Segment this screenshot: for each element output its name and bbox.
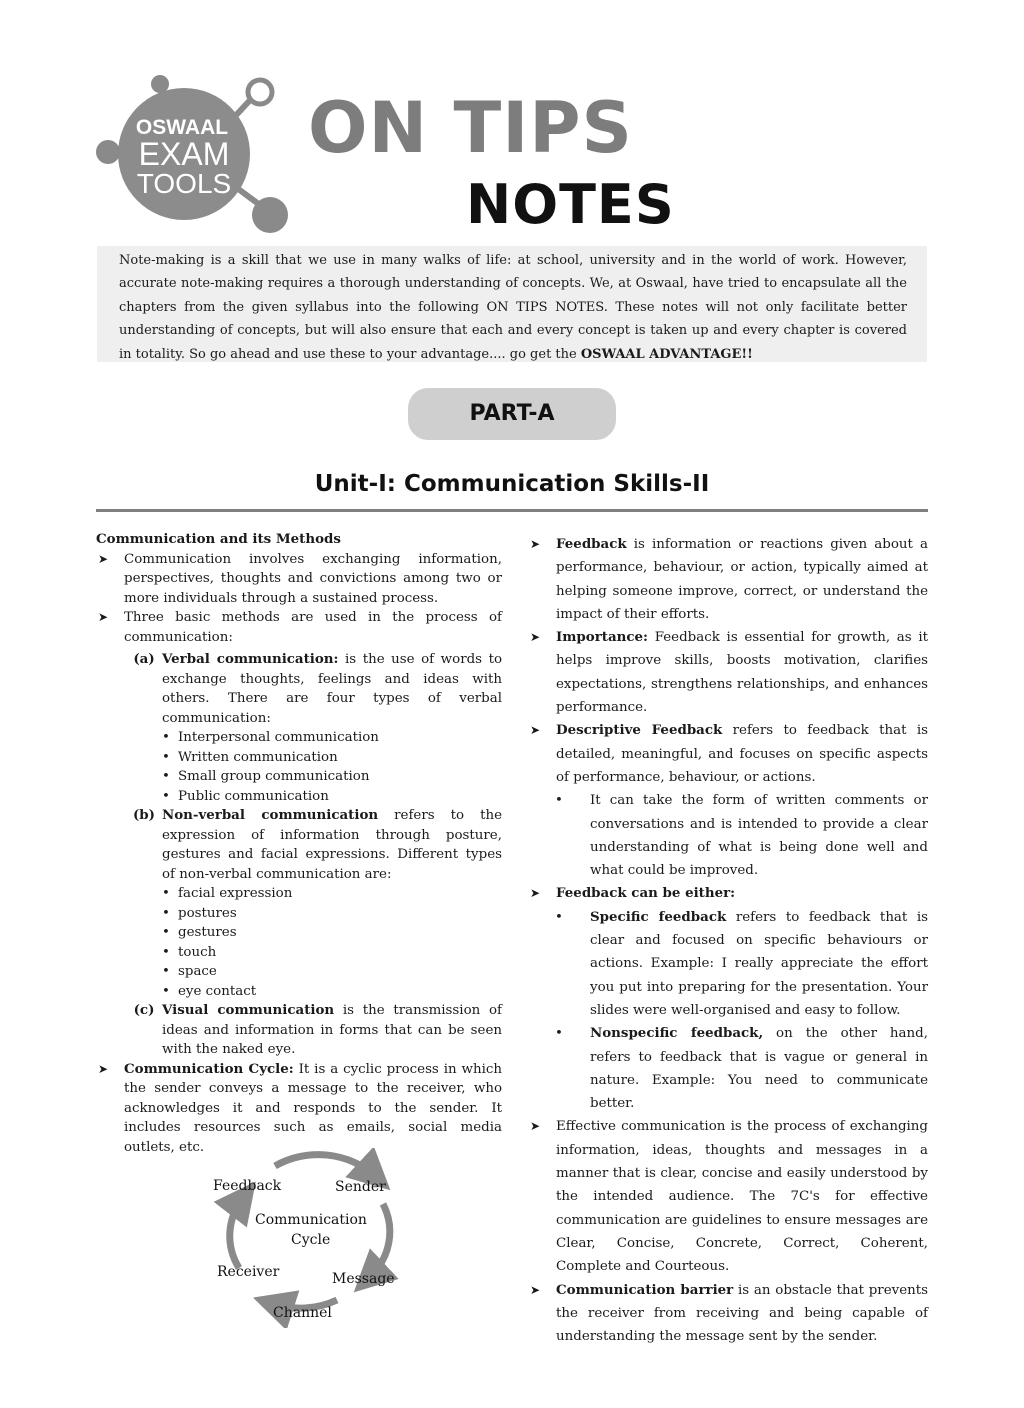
sub-item-verbal bbox=[96, 650, 502, 728]
list-item bbox=[96, 550, 502, 609]
list-item-bold: Communication Cycle: bbox=[124, 1060, 294, 1077]
list-item-text bbox=[556, 533, 928, 626]
arrow-bullet-icon: ➤ bbox=[98, 551, 109, 566]
intro-paragraph bbox=[97, 246, 927, 362]
sub-item-bold: Visual communication bbox=[162, 1002, 335, 1018]
list-item-bold: Feedback bbox=[556, 536, 627, 552]
cycle-label-receiver: Receiver bbox=[217, 1264, 280, 1280]
verbal-types-list bbox=[96, 728, 502, 806]
sub-item-visual bbox=[96, 1001, 502, 1060]
list-item: • Public communication bbox=[162, 787, 502, 807]
sub-item-body: is the transmission of ideas and information in forms that can be seen with the naked eye. bbox=[162, 1003, 502, 1057]
list-item-bold: Descriptive Feedback bbox=[556, 722, 723, 739]
cycle-center-line2: Cycle bbox=[291, 1232, 331, 1248]
cycle-label-feedback: Feedback bbox=[213, 1178, 282, 1194]
arrow-bullet-icon: ➤ bbox=[98, 1061, 109, 1076]
nonverbal-types-list bbox=[96, 884, 502, 1001]
sub-item-label: (c) bbox=[133, 1002, 155, 1018]
intro-text: Note-making is a skill that we use in many walks of life: at school, university and in the world of work. However, accurate note-making requires a thorough understanding of concepts. We, at Oswaal, have tried to encapsulate all the chapters from the given syllabus into the following ON TIPS NOTES. These notes will not only facilitate better understanding of concepts, but will also ensure that each and every concept is taken up and every chapter is covered in totality. So go ahead and use these to your advantage.... go get the bbox=[119, 253, 907, 362]
list-item bbox=[528, 719, 928, 789]
left-column bbox=[96, 530, 502, 1157]
part-label-badge: PART-A bbox=[408, 388, 616, 440]
list-item-bold: Communication barrier bbox=[556, 1281, 734, 1298]
list-item: • gestures bbox=[162, 923, 502, 943]
list-item: • Small group communication bbox=[162, 767, 502, 787]
list-item bbox=[96, 1060, 502, 1158]
list-item bbox=[96, 608, 502, 647]
list-item bbox=[528, 533, 928, 626]
bullet-item-text: It can take the form of written comments or conversations and is intended to provide a clear understanding of what is being done well and what could be improved. bbox=[590, 793, 928, 879]
list-item-text: Effective communication is the process of exchanging information, ideas, thoughts and messages in a manner that is clear, concise and easily understood by the intended audience. The 7C's for effective communication are guidelines to ensure messages are Clear, Concise, Concrete, Correct, Coherent, Complete and Courteous. bbox=[556, 1119, 928, 1275]
bullet-dot-icon: • bbox=[555, 909, 563, 925]
sub-item-body: refers to the expression of information through posture, gestures and facial expressions. Different types of non-verbal communication are: bbox=[162, 808, 503, 882]
bullet-item-text bbox=[590, 906, 928, 1022]
right-column bbox=[528, 533, 928, 1348]
sub-item-nonverbal bbox=[96, 806, 502, 884]
oswaal-exam-tools-logo bbox=[92, 70, 292, 240]
arrow-bullet-icon: ➤ bbox=[98, 610, 109, 624]
bullet-item bbox=[528, 1022, 928, 1115]
list-item: • touch bbox=[162, 943, 502, 963]
section-heading: Communication and its Methods bbox=[96, 531, 341, 547]
list-item-text bbox=[124, 1060, 502, 1158]
list-item-text bbox=[556, 882, 928, 905]
cycle-label-sender: Sender bbox=[335, 1179, 386, 1195]
list-item: • space bbox=[162, 962, 502, 982]
page-title-notes: NOTES bbox=[466, 173, 675, 236]
bullet-item bbox=[528, 906, 928, 1022]
sub-item-text bbox=[162, 806, 502, 884]
list-item-bold: Importance: bbox=[556, 629, 648, 646]
bullet-dot-icon: • bbox=[555, 793, 563, 809]
list-item: • eye contact bbox=[162, 982, 502, 1002]
arrow-bullet-icon: ➤ bbox=[530, 886, 541, 901]
list-item-text bbox=[556, 626, 928, 719]
arrow-bullet-icon: ➤ bbox=[530, 723, 541, 738]
arrow-bullet-icon: ➤ bbox=[530, 630, 541, 645]
list-item-text bbox=[556, 1279, 928, 1349]
list-item-body: is an obstacle that prevents the receiver from receiving and being capable of understanding the message sent by the sender. bbox=[556, 1282, 928, 1345]
list-item-text: Communication involves exchanging information, perspectives, thoughts and convictions among two or more individuals through a sustained process. bbox=[124, 551, 502, 606]
list-item-body: is information or reactions given about a performance, behaviour, or action, typically aimed at helping someone improve, correct, or understand the impact of their efforts. bbox=[556, 537, 928, 622]
list-item: • Written communication bbox=[162, 748, 502, 768]
bullet-dot-icon: • bbox=[555, 1026, 563, 1042]
list-item-body: refers to feedback that is detailed, meaningful, and focuses on specific aspects of performance, behaviour, or actions. bbox=[556, 723, 928, 785]
list-item: • Interpersonal communication bbox=[162, 728, 502, 748]
list-item-body: Feedback is essential for growth, as it helps improve skills, boosts motivation, clarifies expectations, strengthens relationships, and enhances performance. bbox=[556, 630, 928, 716]
sub-item-body: is the use of words to exchange thoughts, feelings and ideas with others. There are four types of verbal communication: bbox=[162, 652, 503, 726]
bullet-item-bold: Specific feedback bbox=[590, 908, 727, 925]
list-item-text bbox=[556, 719, 928, 789]
page-title-on-tips: ON TIPS bbox=[308, 87, 633, 169]
list-item: • postures bbox=[162, 904, 502, 924]
list-item-text: Three basic methods are used in the process of communication: bbox=[124, 610, 502, 645]
sub-item-text bbox=[162, 1001, 502, 1060]
logo-line-oswaal: OSWAAL bbox=[135, 116, 229, 139]
logo-line-tools: TOOLS bbox=[136, 168, 232, 199]
list-item-body: It is a cyclic process in which the sender conveys a message to the receiver, who acknowledges it and responds to the sender. It includes resources such as emails, social media outlets, etc. bbox=[124, 1061, 502, 1155]
arrow-bullet-icon: ➤ bbox=[530, 1119, 541, 1134]
communication-cycle-diagram bbox=[205, 1148, 405, 1328]
sub-item-text bbox=[162, 650, 502, 728]
cycle-label-channel: Channel bbox=[273, 1305, 332, 1321]
unit-divider bbox=[96, 509, 928, 512]
list-item-bold: Feedback can be either: bbox=[556, 885, 736, 902]
intro-bold-end: OSWAAL ADVANTAGE!! bbox=[580, 346, 753, 362]
sub-item-label: (a) bbox=[133, 651, 155, 667]
cycle-label-message: Message bbox=[332, 1271, 395, 1287]
bullet-item-body: refers to feedback that is clear and focused on specific behaviours or actions. Example: I really appreciate the effort you put into preparing for the presentation. Your slides were well-organised and easy to follow. bbox=[590, 909, 929, 1018]
list-item: • facial expression bbox=[162, 884, 502, 904]
list-item bbox=[528, 1279, 928, 1349]
sub-item-bold: Non-verbal communication bbox=[162, 807, 379, 823]
bullet-item-bold: Nonspecific feedback, bbox=[590, 1025, 764, 1042]
logo-line-exam: EXAM bbox=[138, 136, 230, 172]
arrow-bullet-icon: ➤ bbox=[530, 1282, 541, 1297]
cycle-center-line1: Communication bbox=[255, 1212, 367, 1228]
bullet-item-body: on the other hand, refers to feedback that is vague or general in nature. Example: You need to communicate better. bbox=[590, 1026, 928, 1112]
arrow-bullet-icon: ➤ bbox=[530, 537, 541, 551]
list-item bbox=[528, 626, 928, 719]
bullet-item bbox=[528, 789, 928, 882]
sub-item-bold: Verbal communication: bbox=[162, 651, 339, 667]
list-item bbox=[528, 882, 928, 905]
sub-item-label: (b) bbox=[132, 807, 156, 823]
unit-title: Unit-I: Communication Skills-II bbox=[314, 471, 710, 497]
bullet-item-text bbox=[590, 1022, 928, 1115]
list-item bbox=[528, 1115, 928, 1278]
